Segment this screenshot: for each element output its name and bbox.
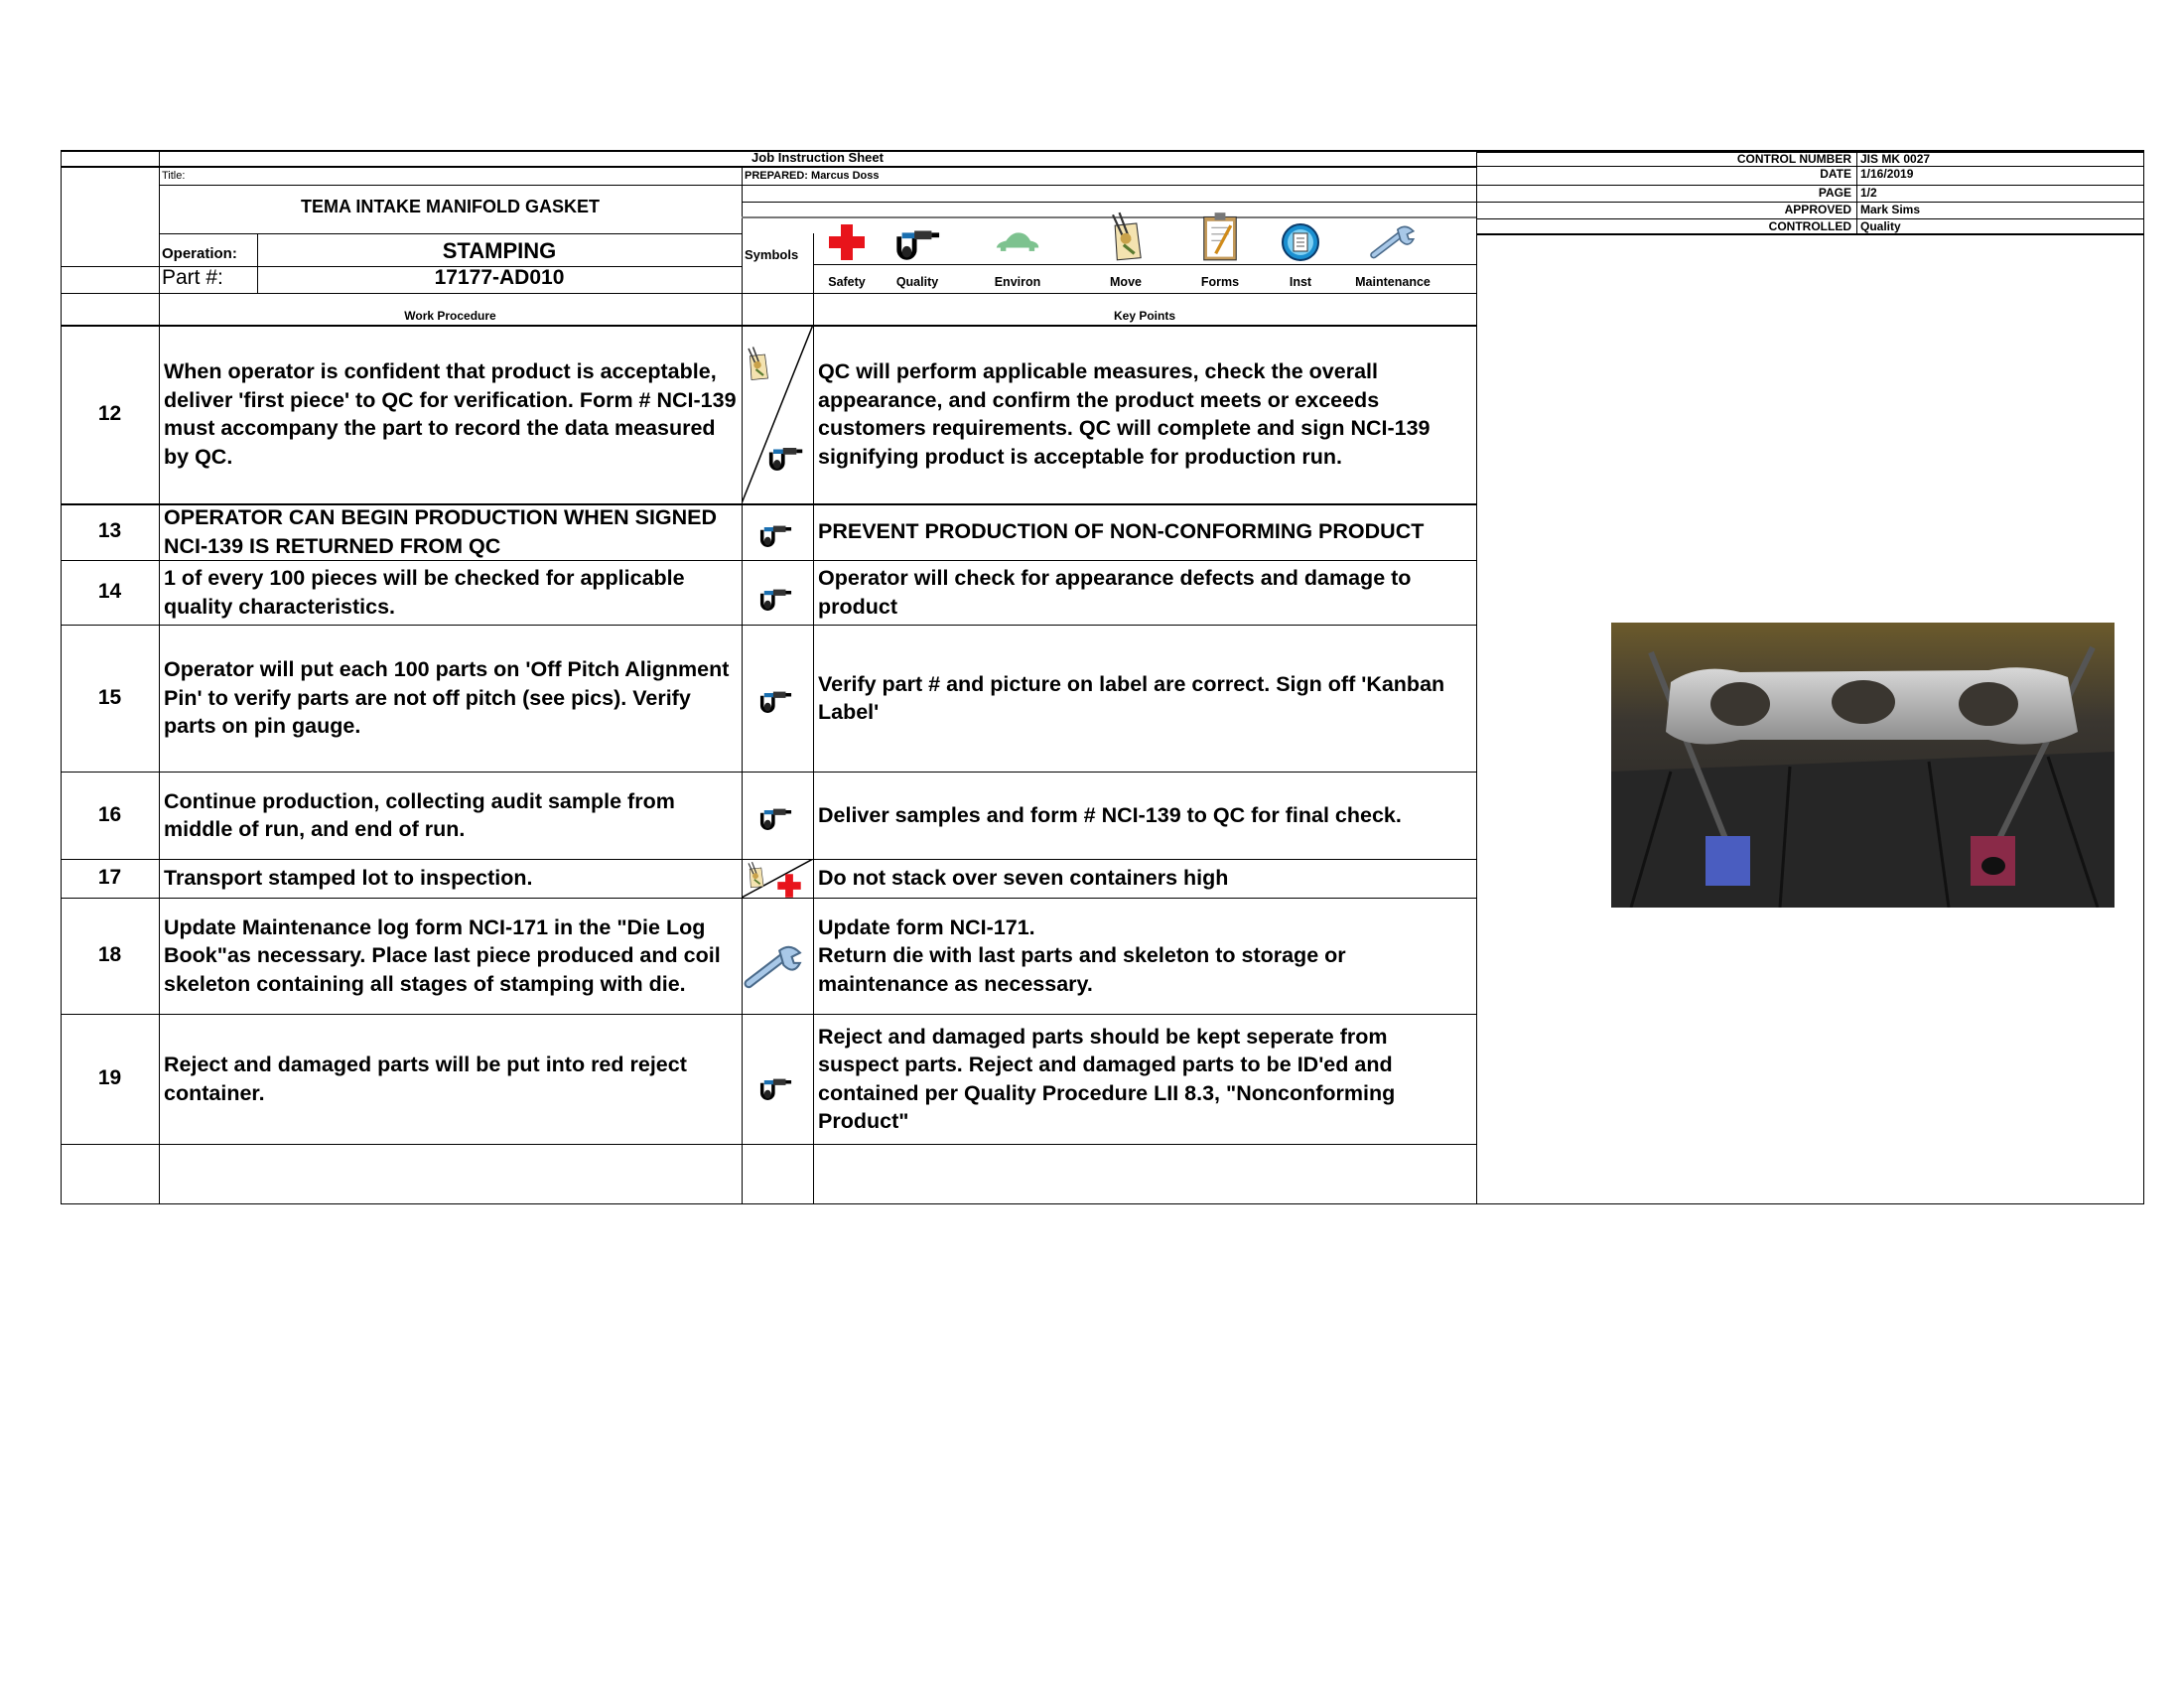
operation-label: Operation: (162, 245, 237, 262)
frame-right (2143, 151, 2144, 1204)
step-procedure: When operator is confident that product is acceptable, deliver 'first piece' to QC for verification. Form # NCI-139 must accompany the part to record the data measured by QC. (164, 359, 737, 469)
step-key-point: Do not stack over seven containers high (818, 866, 1229, 891)
step-procedure: Update Maintenance log form NCI-171 in the "Die Log Book"as necessary. Place last piece produced and coil skeleton containing all stages of stamping with die. (164, 914, 721, 996)
step-procedure: 1 of every 100 pieces will be checked for applicable quality characteristics. (164, 566, 685, 619)
col-line (1476, 151, 1477, 1204)
control-value: 1/16/2019 (1860, 167, 1914, 181)
move-icon (743, 345, 772, 382)
step-number: 15 (97, 685, 122, 709)
safety-cross-icon (776, 873, 802, 899)
symbol-label-forms: Forms (1200, 275, 1240, 289)
symbol-label-quality: Quality (895, 275, 939, 289)
row-line (61, 166, 1476, 168)
instruction-icon (1277, 222, 1324, 262)
step-number: 18 (97, 943, 122, 967)
symbol-label-inst: Inst (1289, 275, 1312, 289)
step-procedure: Reject and damaged parts will be put into red reject container. (164, 1053, 687, 1105)
wrench-icon (743, 944, 804, 990)
control-label: CONTROL NUMBER (1736, 152, 1851, 166)
step-row (61, 1144, 1476, 1204)
step-number: 16 (97, 802, 122, 826)
move-icon (743, 861, 768, 889)
step-key-point: Operator will check for appearance defects and damage to product (818, 566, 1412, 619)
row-line (742, 202, 1476, 203)
control-line (1476, 233, 2144, 235)
micrometer-icon (752, 584, 798, 612)
car-icon (994, 222, 1041, 262)
step-procedure: Operator will put each 100 parts on 'Off Pitch Alignment Pin' to verify parts are not off pitch (see pics). Verify parts on pin gauge. (164, 657, 730, 739)
control-label: PAGE (1818, 186, 1851, 200)
step-key-point: Verify part # and picture on label are correct. Sign off 'Kanban Label' (818, 671, 1445, 724)
row-line (159, 185, 1476, 186)
operation-value: STAMPING (442, 238, 557, 263)
part-label: Part #: (162, 266, 223, 289)
symbol-label-maintenance: Maintenance (1355, 275, 1431, 289)
work-procedure-heading: Work Procedure (404, 309, 496, 323)
step-procedure: Transport stamped lot to inspection. (164, 866, 533, 891)
symbol-label-environ: Environ (994, 275, 1041, 289)
micrometer-icon (893, 222, 941, 262)
part-number: 17177-AD010 (434, 266, 565, 289)
part-photo (1611, 623, 2115, 908)
step-procedure: Continue production, collecting audit sample from middle of run, and end of run. (164, 788, 675, 841)
step-key-point: Deliver samples and form # NCI-139 to QC for final check. (818, 802, 1402, 827)
row-line (61, 293, 1476, 294)
step-procedure: OPERATOR CAN BEGIN PRODUCTION WHEN SIGNED NCI-139 IS RETURNED FROM QC (164, 505, 718, 558)
step-key-point: Reject and damaged parts should be kept seperate from suspect parts. Reject and damaged parts to be ID'ed and contained per Quality Procedure LII 8.3, "Nonconforming Product" (818, 1024, 1396, 1133)
control-label: APPROVED (1784, 203, 1851, 216)
clipboard-icon (1196, 211, 1244, 262)
micrometer-icon (762, 442, 808, 472)
micrometer-icon (752, 803, 798, 831)
micrometer-icon (752, 686, 798, 714)
control-divider (1856, 151, 1857, 233)
micrometer-icon (752, 520, 798, 548)
symbols-label: Symbols (745, 247, 799, 262)
control-value: 1/2 (1860, 186, 1877, 200)
title-label: Title: (162, 170, 186, 182)
move-icon (1102, 211, 1150, 262)
control-value: Mark Sims (1860, 203, 1921, 216)
symbol-label-safety: Safety (828, 275, 866, 289)
key-points-heading: Key Points (1113, 309, 1175, 323)
prepared-by: PREPARED: Marcus Doss (745, 170, 880, 182)
step-key-point: QC will perform applicable measures, check the overall appearance, and confirm the product meets or exceeds customers requirements. QC will complete and sign NCI-139 signifying product is acceptable for production run. (818, 359, 1431, 469)
row-line (813, 264, 1476, 265)
step-number: 13 (97, 519, 122, 543)
step-number: 14 (97, 580, 122, 604)
document-title: TEMA INTAKE MANIFOLD GASKET (301, 197, 600, 216)
row-line (159, 233, 742, 234)
step-number: 19 (97, 1066, 122, 1090)
step-key-point: Update form NCI-171. Return die with last parts and skeleton to storage or maintenance as necessary. (818, 914, 1346, 996)
wrench-icon (1369, 222, 1417, 262)
step-number: 17 (97, 866, 122, 890)
control-label: DATE (1820, 167, 1851, 181)
control-value: Quality (1860, 219, 1901, 233)
micrometer-icon (752, 1073, 798, 1101)
control-value: JIS MK 0027 (1860, 152, 1931, 166)
step-key-point: PREVENT PRODUCTION OF NON-CONFORMING PRODUCT (818, 519, 1425, 544)
control-label: CONTROLLED (1768, 219, 1851, 233)
step-number: 12 (97, 401, 122, 425)
sheet-title: Job Instruction Sheet (751, 150, 884, 165)
safety-cross-icon (823, 222, 871, 262)
symbol-label-move: Move (1110, 275, 1142, 289)
